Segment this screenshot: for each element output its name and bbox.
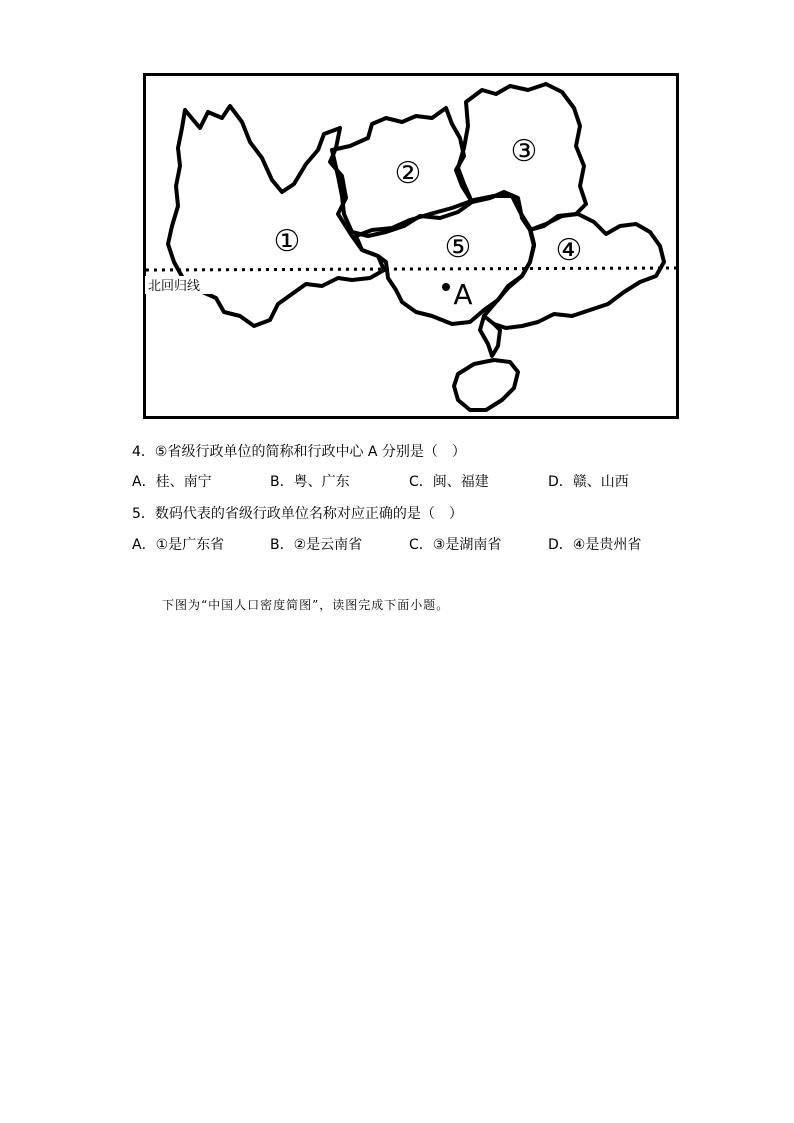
question-4-option-b[interactable]: B．粤、广东	[270, 474, 350, 490]
question-5-option-c[interactable]: C．③是湖南省	[409, 537, 502, 553]
city-a-label: A	[453, 278, 473, 311]
question-5-stem: 5．数码代表的省级行政单位名称对应正确的是（ ）	[132, 506, 463, 522]
region-label-4: ④	[555, 233, 583, 268]
city-a-dot	[442, 283, 450, 291]
region-label-3: ③	[510, 134, 538, 169]
next-section-intro: 下图为“中国人口密度简图”，读图完成下面小题。	[162, 598, 450, 612]
region-label-1: ①	[273, 224, 301, 259]
tropic-label: 北回归线	[148, 279, 201, 294]
question-5-option-d[interactable]: D．④是贵州省	[548, 537, 642, 553]
region-label-5: ⑤	[444, 230, 472, 265]
question-5-option-a[interactable]: A．①是广东省	[132, 537, 225, 553]
region-4-outline	[484, 214, 664, 328]
question-4-option-d[interactable]: D．赣、山西	[548, 474, 629, 490]
region-label-2: ②	[394, 156, 422, 191]
question-5-option-b[interactable]: B．②是云南省	[270, 537, 363, 553]
tropic-of-cancer-line	[146, 268, 676, 270]
question-4-stem: 4．⑤省级行政单位的简称和行政中心 A 分别是（ ）	[132, 444, 466, 460]
island-outline	[454, 360, 518, 410]
question-4-option-a[interactable]: A．桂、南宁	[132, 474, 212, 490]
question-4-option-c[interactable]: C．闽、福建	[409, 474, 489, 490]
